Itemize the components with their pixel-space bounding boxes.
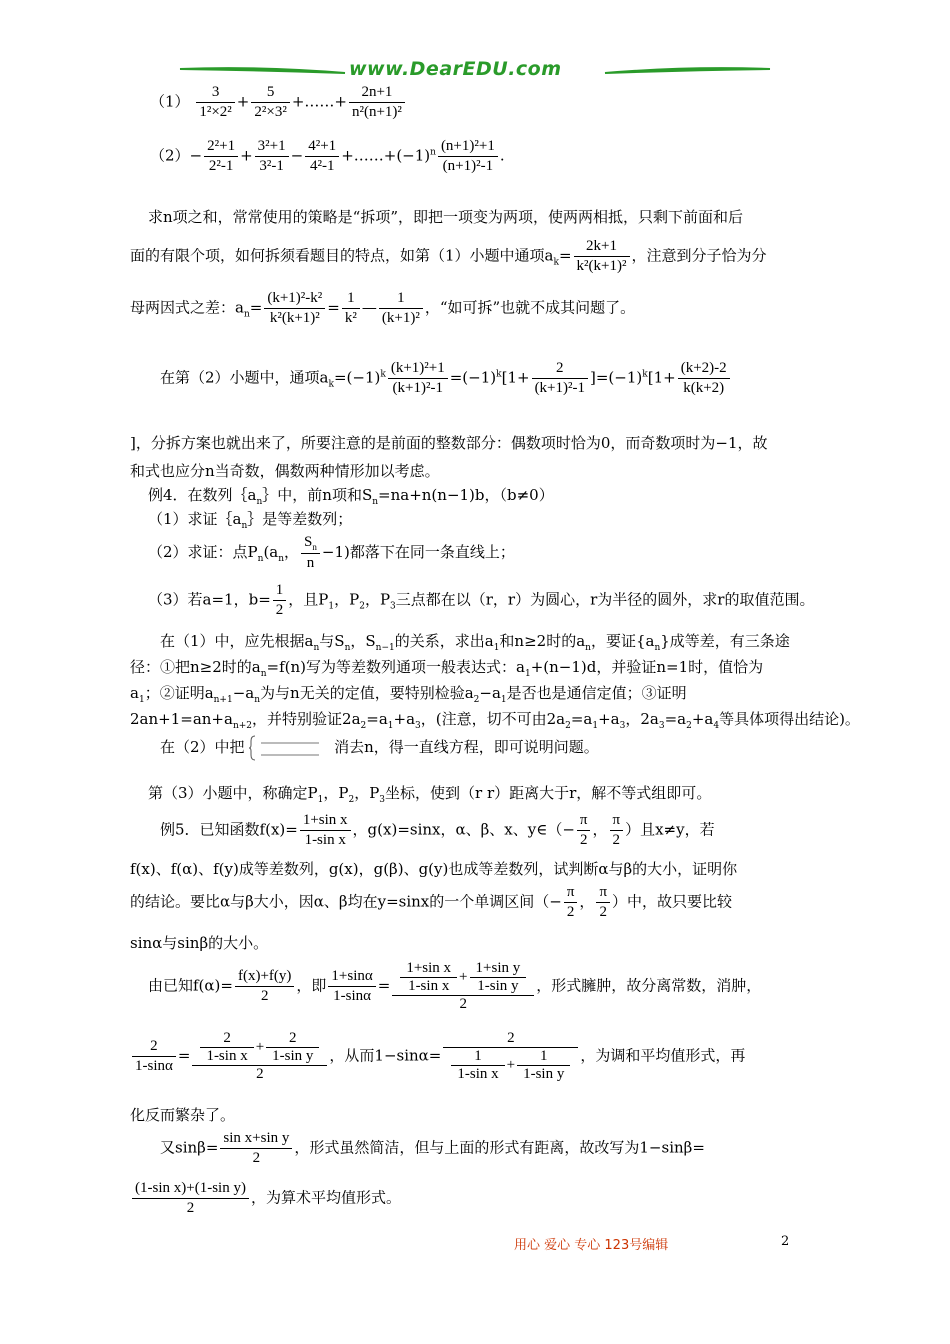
paragraph-1a: 求n项之和，常常使用的策略是“拆项”，即把一项变为两项，使两两相抵，只剩下前面和后 [148, 208, 744, 226]
example-4-q1: （1）求证$\{a_n\}$是等差数列； [148, 510, 353, 531]
solution-line-5: 在（2）中把 消去n，得一直线方程，即可说明问题。 [160, 734, 599, 762]
derivation-line-5: $\frac{\text{(1-sin x)+(1-sin y)}}{2}$ ，为算术平均值形式。 [130, 1180, 401, 1217]
solution-line-3: $a_1$；②证明$a_{n+1}-a_n$为与n无关的定值，要特别检验$a_2-a_1$是否也是通信定值；③证明 [130, 684, 687, 705]
site-logo-text[interactable]: www.DearEDU.com [349, 58, 562, 80]
solution-line-1: 在（1）中，应先根据$a_n$与$S_n$，$S_{n-1}$的关系，求出$a_1$和n≥2时的$a_n$，要证$\{a_n\}$成等差，有三条途 [160, 632, 790, 653]
solution-line-6: 第（3）小题中，称确定$P_1$，$P_2$，$P_3$坐标，使到（r r）距离大于r，解不等式组即可。 [148, 784, 712, 805]
example-4-q3: （3）若a=1，b= $\frac{1}{2}$ ，且$P_1$，$P_2$，$P_3$三点都在以（r，r）为圆心，r为半径的圆外，求r的取值范围。 [148, 582, 815, 618]
problem-2: （2）− $\frac{\text{2²+1}}{\text{2²-1}}$ + $\frac{\text{3²+1}}{\text{3²-1}}$ − $\frac{\text{4²+1}}{\text{4²-1}}$ $+\dots\dots+(-1)^n$ $\frac{\text{(n+1)²+1}}{\text{(n+1)²-1}}$ . [150, 138, 505, 174]
example-4-q2: （2）求证：点$P_n(a_n$， $\frac{S_n}{n}$ −1)都落下在同一条直线上； [148, 534, 515, 571]
page-number: 2 [781, 1234, 790, 1249]
paragraph-1b: 面的有限个项，如何拆须看题目的特点，如第（1）小题中通项$a_k=$ $\frac{2k+1}{\text{k²(k+1)²}}$ ，注意到分子恰为分 [130, 238, 767, 274]
example-5-line-3: 的结论。要比α与β大小，因α、β均在y=sinx的一个单调区间（− $\frac{\pi}{2}$ ， $\frac{\pi}{2}$ ）中，故只要比较 [130, 884, 733, 920]
paragraph-3b: 和式也应分n当奇数，偶数两种情形加以考虑。 [130, 462, 440, 480]
solution-line-4: $2an+1=an+a_{n+2}$，并特别验证$2a_2=a_1+a_3$，(注意，切不可由$2a_2=a_1+a_3$，$2a_3=a_2+a_4$等具体项得出结论)。 [130, 710, 860, 731]
paragraph-1c: 母两因式之差：$a_n=$ $\frac{\text{(k+1)²-k²}}{\text{k²(k+1)²}}$ = $\frac{1}{\text{k²}}$ — $\frac{1}{\text{(k+1)²}}$ ，“如可拆”也就不成其问题了。 [130, 290, 636, 326]
problem-number: （1） [150, 92, 190, 111]
paragraph-3a: ]，分拆方案也就出来了，所要注意的是前面的整数部分：偶数项时恰为0，而奇数项时为−1，故 [130, 434, 768, 452]
solution-line-2: 径：①把n≥2时的$a_n=f(n)$写为等差数列通项一般表达式：$a_1+(n-1)d$，并验证n=1时，值恰为 [130, 658, 764, 679]
example-5-line-2: f(x)、f(α)、f(y)成等差数列，g(x)，g(β)、g(y)也成等差数列，试判断α与β的大小，证明你 [130, 860, 738, 878]
derivation-line-3: 化反而繁杂了。 [130, 1106, 236, 1124]
paragraph-2: 在第（2）小题中，通项$a_k=(-1)^k$ $\frac{\text{(k+1)²+1}}{\text{(k+1)²-1}}$ $=(-1)^k[1+$ $\frac{2}{\text{(k+1)²-1}}$ ]$=(-1)^k[1+$ $\frac{(k+2)-2}{k(k+2)}$ [160, 360, 732, 397]
derivation-line-2: $\frac{2}{1-\sin\alpha}$ = $\frac{2}{\text{1-sin x}}$ + $\frac{2}{\text{1-sin y}}$ 2 ，从而1−sinα= 2 $\frac{1}{\text{1-sin x}}$ + $\frac{1}{\text{1-sin y}}$ ，为调和平均值形式，再 [130, 1030, 745, 1083]
example-5-line-4: sinα与sinβ的大小。 [130, 934, 269, 952]
footer-motto: 用心 爱心 专心 123号编辑 [514, 1238, 669, 1253]
equation-system-brace [249, 734, 329, 762]
example-5-line-1: 例5．已知函数f(x)= $\frac{\text{1+sin x}}{\text{1-sin x}}$ ，g(x)=sinx，α、β、x、y∈（− $\frac{\pi}{2}$ ， $\frac{\pi}{2}$ ）且x≠y，若 [160, 812, 715, 848]
example-4-title: 例4．在数列$\{a_n\}$中，前n项和$S_n=na+n(n-1)b$，（b≠0） [148, 486, 554, 507]
derivation-line-1: 由已知f(α)= $\frac{f(x)+f(y)}{2}$ ，即 $\frac{1+\sin\alpha}{1-\sin\alpha}$ = $\frac{\text{1+sin x}}{\text{1-sin x}}$ + $\frac{\text{1+sin y}}{\text{1-sin y}}$ 2 ，形式臃肿，故分离常数，消肿， [148, 960, 762, 1012]
derivation-line-4: 又sinβ= $\frac{\text{sin x+sin y}}{2}$ ，形式虽然简洁，但与上面的形式有距离，故改写为1−sinβ= [160, 1130, 705, 1166]
problem-1: （1） $\frac{3}{\text{1²×2²}}$ + $\frac{5}{\text{2²×3²}}$ +……+ $\frac{2n+1}{\text{n²(n+1)²}}$ [150, 84, 407, 121]
